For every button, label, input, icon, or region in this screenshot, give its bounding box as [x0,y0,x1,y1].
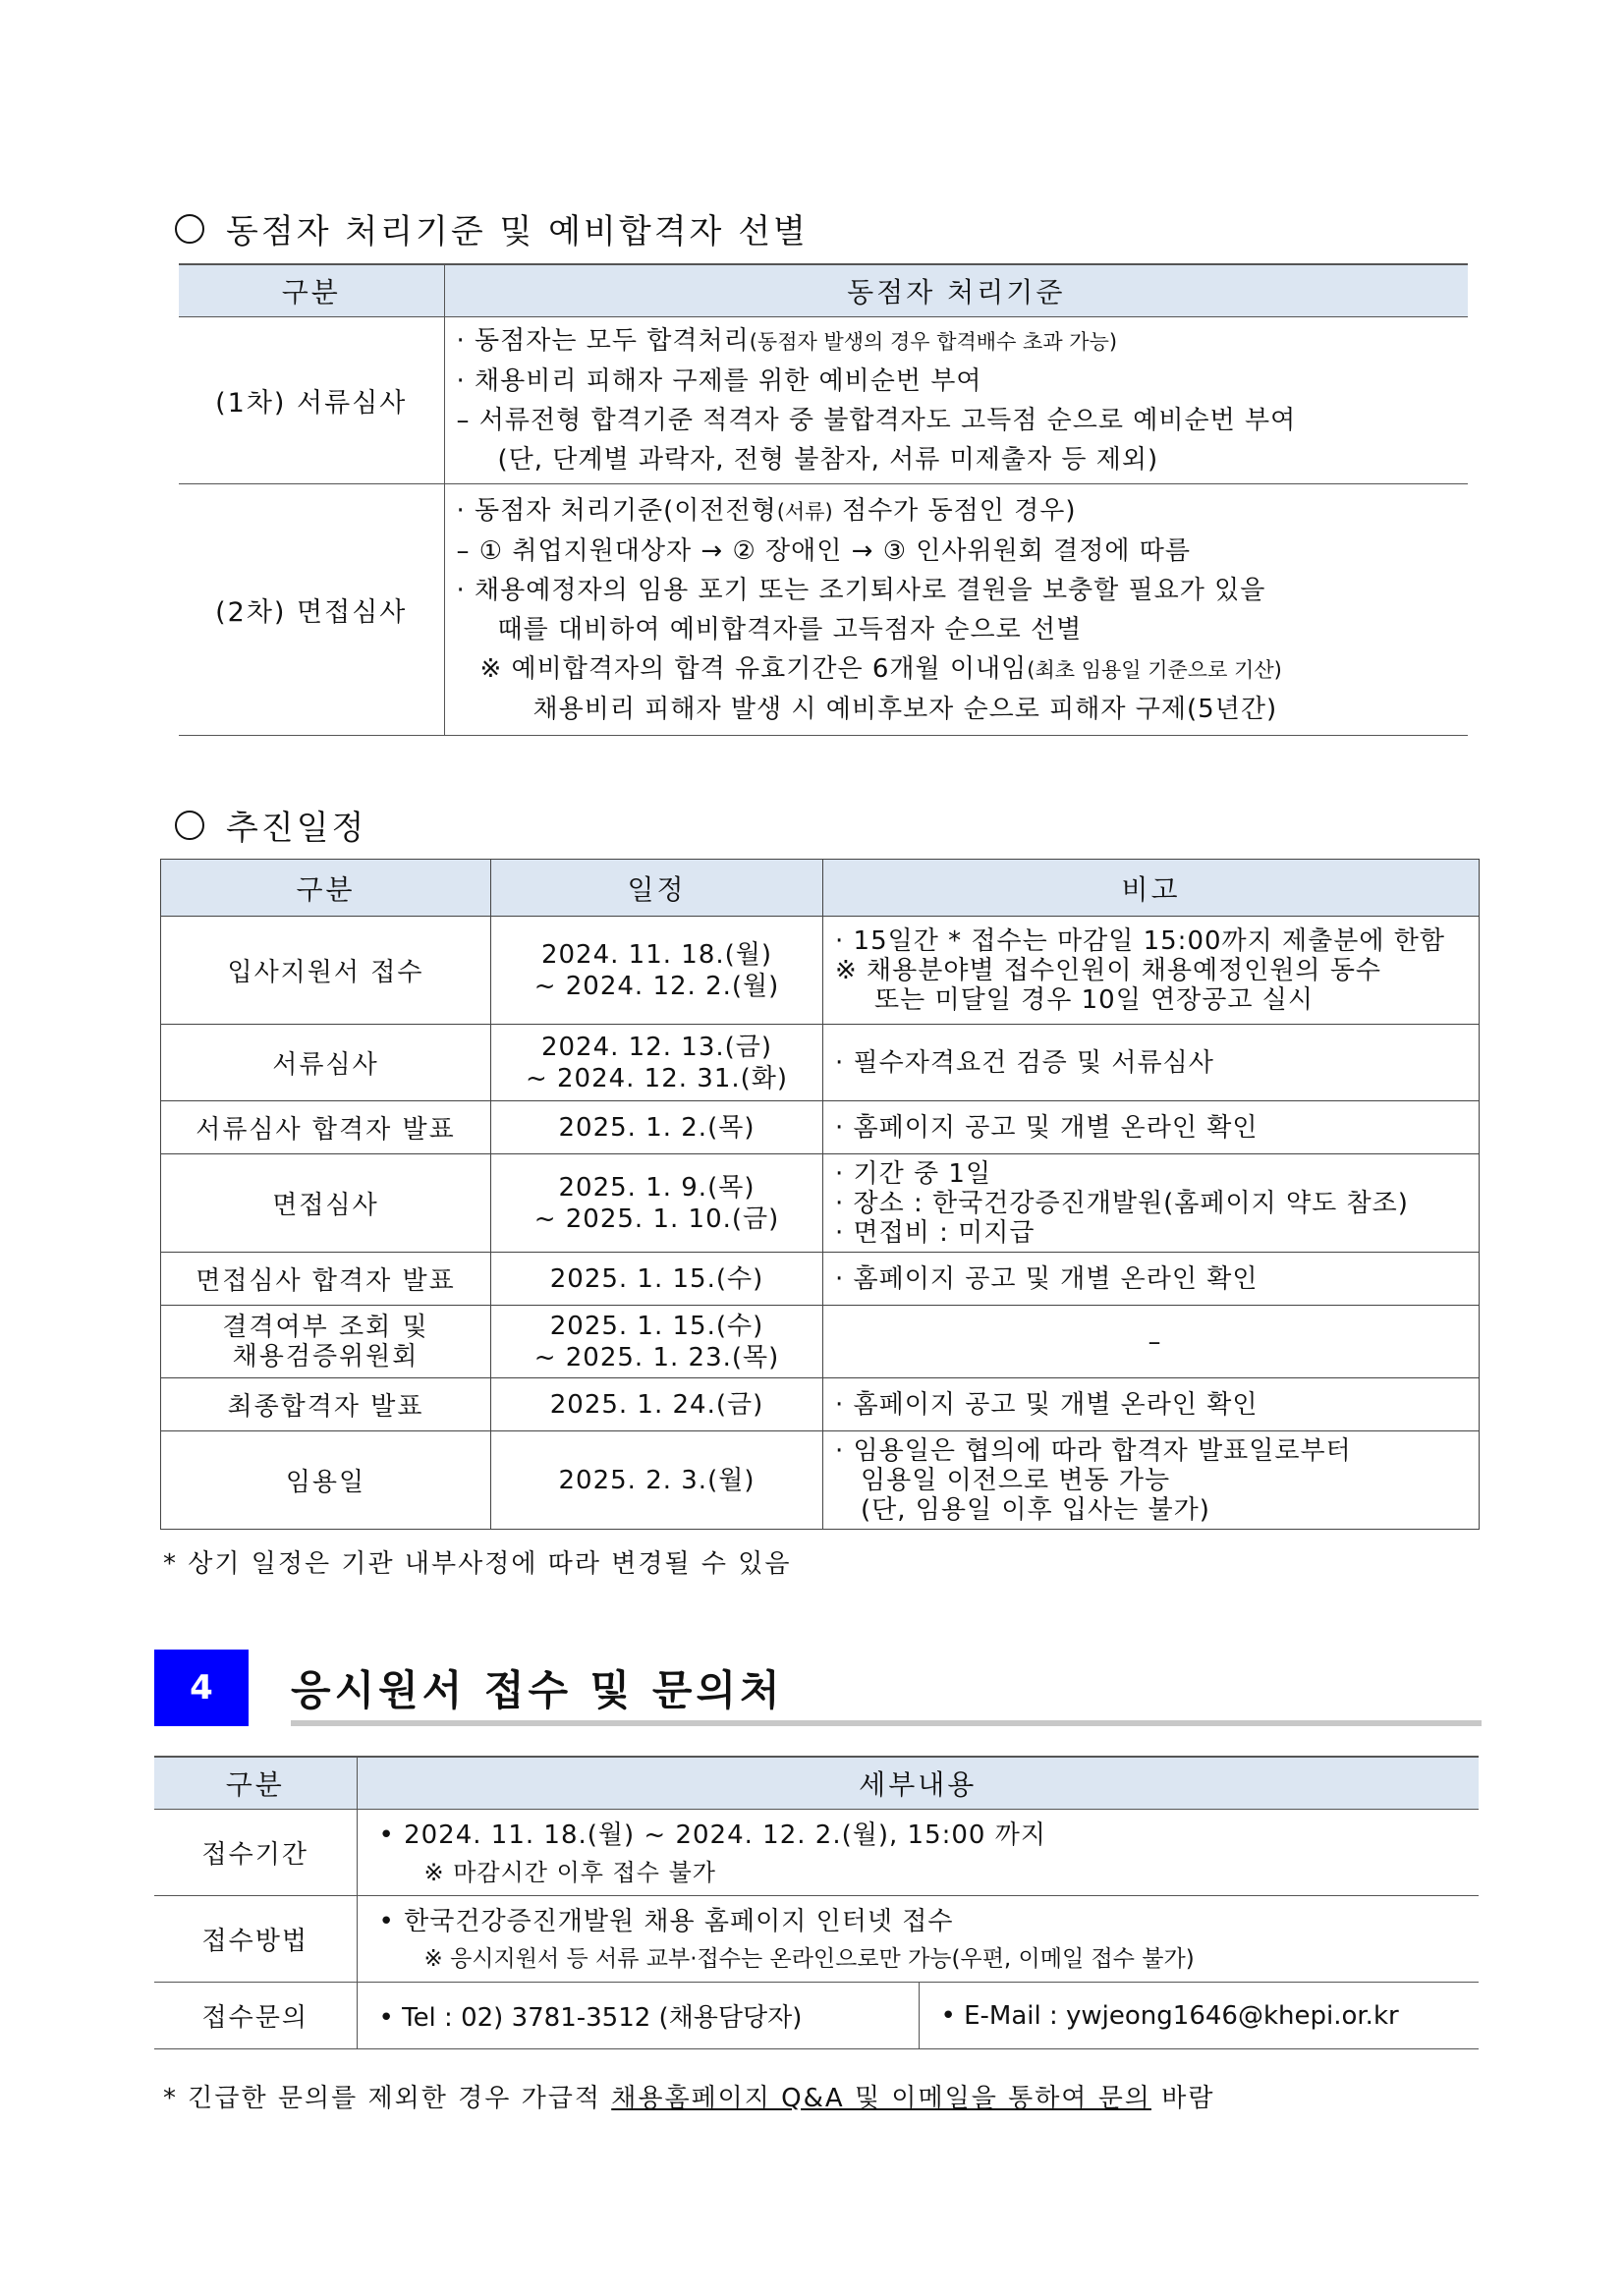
date-line: ~ 2025. 1. 23.(목) [533,1342,780,1372]
schedule-stage: 면접심사 합격자 발표 [161,1253,491,1306]
row-label: (1차) 서류심사 [179,317,444,484]
schedule-date [491,1306,823,1378]
table-row [161,1306,1480,1378]
schedule-date [491,1101,823,1154]
tiebreak-interview-criteria [444,484,1468,736]
tiebreak-heading [175,204,809,252]
note-line: · 홈페이지 공고 및 개별 온라인 확인 [835,1263,1259,1294]
table-row [161,1378,1480,1431]
table-header: 구분 [179,264,444,317]
criteria-line: – 서류전형 합격기준 적격자 중 불합격자도 고득점 순으로 예비순번 부여 [456,406,1297,435]
schedule-stage: 면접심사 [161,1154,491,1253]
footnote-text: * 긴급한 문의를 제외한 경우 가급적 [163,2084,612,2113]
schedule-note [823,1025,1480,1101]
criteria-line: ※ 예비합격자의 합격 유효기간은 6개월 이내임 [479,653,1028,684]
note-line: · 15일간 * 접수는 마감일 15:00까지 제출분에 한함 [835,925,1445,956]
date-line: 2025. 1. 9.(목) [558,1172,756,1203]
table-header: 비고 [823,860,1480,917]
criteria-line: (단, 단계별 과락자, 전형 불참자, 서류 미제출자 등 제외) [497,445,1159,475]
criteria-line: · 채용비리 피해자 구제를 위한 예비순번 부여 [456,366,982,396]
row-label: (2차) 면접심사 [179,484,444,736]
date-line: 2024. 11. 18.(월) [540,939,773,970]
tiebreak-table [179,263,1468,736]
date-line: 2025. 1. 24.(금) [549,1389,764,1420]
table-header: 구분 [154,1757,357,1810]
note-line: · 홈페이지 공고 및 개별 온라인 확인 [835,1112,1259,1143]
schedule-stage: 서류심사 [161,1025,491,1101]
note-line: · 기간 중 1일 [835,1158,992,1189]
criteria-line: · 동점자는 모두 합격처리 [456,326,750,356]
date-line: ~ 2025. 1. 10.(금) [533,1204,780,1234]
tiebreak-heading-text: 동점자 처리기준 및 예비합격자 선별 [226,212,809,252]
circle-bullet-icon [175,214,204,244]
table-row [161,917,1480,1025]
criteria-line: · 동점자 처리기준(이전전형 [456,495,777,526]
contact-footnote [163,2078,1214,2114]
table-header: 구분 [161,860,491,917]
table-row [154,1896,1479,1983]
period-line: • 2024. 11. 18.(월) ~ 2024. 12. 2.(월), 15:00 까지 [378,1820,1046,1850]
method-note: ※ 응시지원서 등 서류 교부·접수는 온라인으로만 가능(우편, 이메일 접수 불가) [423,1945,1195,1972]
criteria-line: 채용비리 피해자 발생 시 예비후보자 순으로 피해자 구제(5년간) [532,694,1278,724]
schedule-note [823,917,1480,1025]
contact-email: • E-Mail : ywjeong1646@khepi.or.kr [940,2000,1399,2031]
table-row [161,1154,1480,1253]
note-line: (단, 임용일 이후 입사는 불가) [861,1494,1210,1525]
schedule-date [491,1431,823,1530]
criteria-note: (서류) [776,499,833,524]
table-row [154,1810,1479,1896]
criteria-line: 때를 대비하여 예비합격자를 고득점자 순으로 선별 [497,614,1083,644]
date-line: 2024. 12. 13.(금) [540,1032,773,1062]
schedule-stage: 결격여부 조회 및 채용검증위원회 [161,1306,491,1378]
schedule-heading [175,801,366,849]
schedule-stage: 임용일 [161,1431,491,1530]
criteria-line: – ① 취업지원대상자 → ② 장애인 → ③ 인사위원회 결정에 따름 [456,535,1191,566]
schedule-footnote: * 상기 일정은 기관 내부사정에 따라 변경될 수 있음 [163,1549,792,1579]
row-label: 접수문의 [154,1983,357,2049]
note-line: ※ 채용분야별 접수인원이 채용예정인원의 동수 [835,955,1382,985]
table-header: 동점자 처리기준 [444,264,1468,317]
schedule-date [491,917,823,1025]
row-label: 접수방법 [154,1896,357,1983]
schedule-note [823,1101,1480,1154]
date-line: 2025. 2. 3.(월) [558,1465,756,1495]
table-row [161,1025,1480,1101]
note-line: 임용일 이전으로 변동 가능 [861,1465,1171,1495]
date-line: ~ 2024. 12. 31.(화) [525,1063,789,1093]
schedule-note [823,1431,1480,1530]
schedule-stage: 입사지원서 접수 [161,917,491,1025]
schedule-date [491,1025,823,1101]
table-row [161,1101,1480,1154]
date-line: 2025. 1. 15.(수) [549,1263,764,1294]
table-row [161,1253,1480,1306]
schedule-heading-text: 추진일정 [226,809,367,848]
table-row [161,1431,1480,1530]
section-number-badge: 4 [154,1650,249,1726]
title-divider [291,1720,1482,1726]
date-line: 2025. 1. 15.(수) [549,1311,764,1341]
criteria-line: 점수가 동점인 경우) [832,495,1077,526]
schedule-note [823,1154,1480,1253]
schedule-table [160,859,1480,1530]
application-table [154,1756,1479,2049]
note-line: · 면접비 : 미지급 [835,1217,1036,1248]
criteria-line: · 채용예정자의 임용 포기 또는 조기퇴사로 결원을 보충할 필요가 있을 [456,575,1266,605]
schedule-stage: 서류심사 합격자 발표 [161,1101,491,1154]
footnote-text: 바람 [1150,2084,1215,2113]
table-row [154,1983,1479,2049]
date-line: 2025. 1. 2.(목) [558,1112,756,1143]
note-line: · 장소 : 한국건강증진개발원(홈페이지 약도 참조) [835,1188,1409,1218]
period-note: ※ 마감시간 이후 접수 불가 [423,1858,716,1886]
schedule-stage: 최종합격자 발표 [161,1378,491,1431]
note-line: · 홈페이지 공고 및 개별 온라인 확인 [835,1389,1259,1420]
contact-tel: • Tel : 02) 3781-3512 (채용담당자) [378,2003,803,2033]
footnote-emphasis: 채용홈페이지 Q&A 및 이메일을 통하여 문의 [611,2084,1151,2113]
table-header: 일정 [491,860,823,917]
note-line: · 필수자격요건 검증 및 서류심사 [835,1047,1214,1078]
date-line: ~ 2024. 12. 2.(월) [533,971,780,1001]
schedule-date [491,1378,823,1431]
criteria-note: (최초 임용일 기준으로 기산) [1027,657,1282,682]
section-title: 응시원서 접수 및 문의처 [291,1666,784,1714]
note-line: – [1148,1326,1162,1357]
method-line: • 한국건강증진개발원 채용 홈페이지 인터넷 접수 [378,1906,954,1936]
row-label: 접수기간 [154,1810,357,1896]
table-header: 세부내용 [357,1757,1479,1810]
schedule-date [491,1154,823,1253]
tiebreak-doc-criteria [444,317,1468,484]
note-line: 또는 미달일 경우 10일 연장공고 실시 [874,984,1315,1015]
schedule-note [823,1253,1480,1306]
circle-bullet-icon [175,811,204,840]
criteria-note: (동점자 발생의 경우 합격배수 초과 가능) [749,330,1118,354]
schedule-date [491,1253,823,1306]
note-line: · 임용일은 협의에 따라 합격자 발표일로부터 [835,1435,1352,1466]
schedule-note [823,1378,1480,1431]
schedule-note [823,1306,1480,1378]
